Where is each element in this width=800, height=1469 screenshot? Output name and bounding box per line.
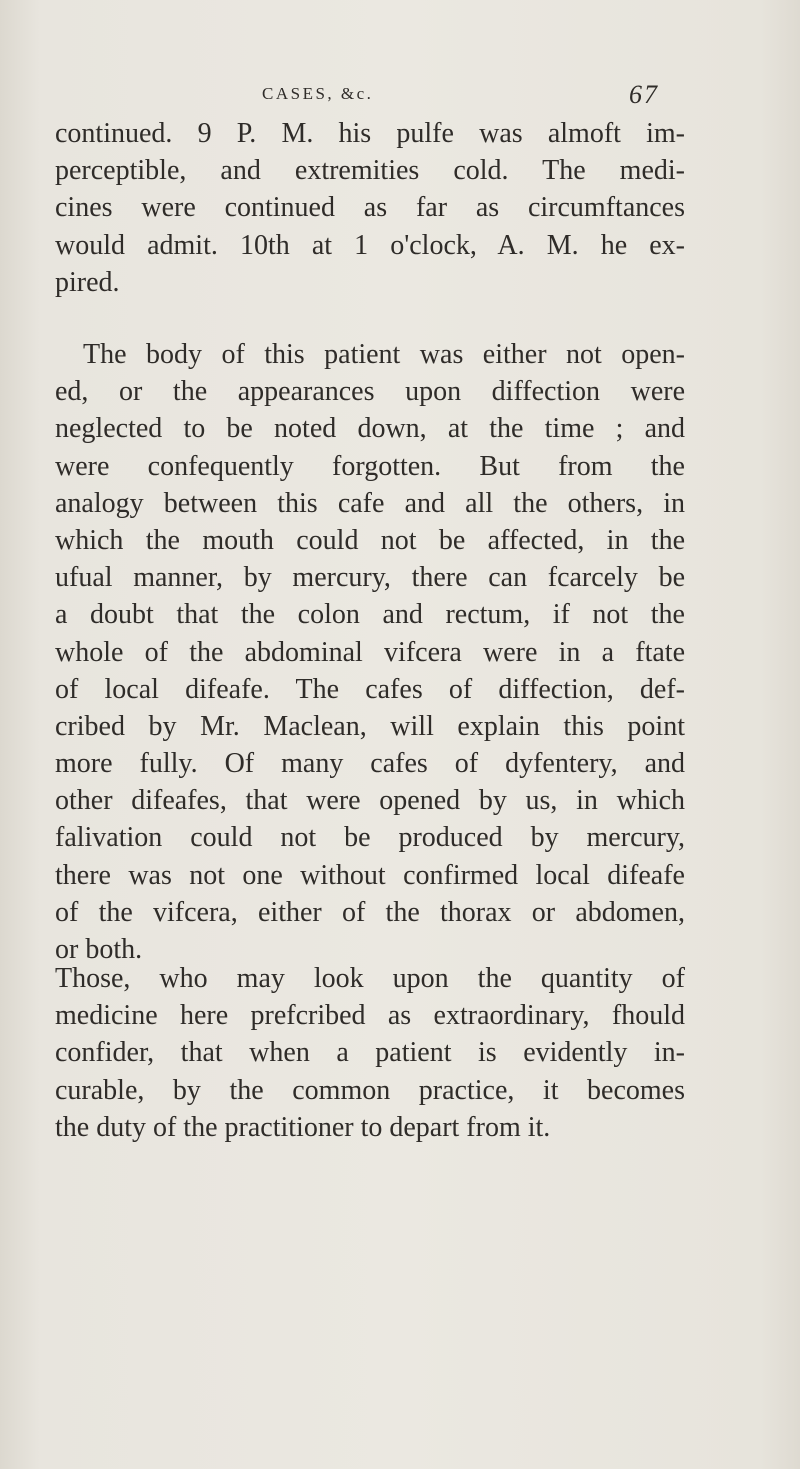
text-line: the duty of the practitioner to depart from it. (55, 1111, 551, 1143)
page-number: 67 (629, 80, 659, 109)
paragraph-2 (55, 336, 685, 968)
text-line: cribed by Mr. Maclean, will explain this point (55, 710, 685, 742)
text-line: The body of this patient was either not open- (83, 339, 685, 370)
text-line: or both. (55, 934, 143, 965)
text-line: a doubt that the colon and rectum, if not the (55, 599, 685, 631)
text-line: Those, who may look upon the quantity of (55, 963, 685, 994)
text-line: of local difeafe. The cafes of diffection, def- (55, 673, 685, 705)
text-line: whole of the abdominal vifcera were in a ftate (55, 636, 685, 668)
text-line: perceptible, and extremities cold. The medi- (55, 155, 685, 187)
text-line: there was not one without confirmed local difeafe (55, 859, 685, 891)
text-line: falivation could not be produced by mercury, (55, 822, 685, 854)
text-line: cines were continued as far as circumftances (55, 192, 685, 224)
text-line: more fully. Of many cafes of dyfentery, and (55, 748, 685, 780)
text-line: ed, or the appearances upon diffection were (55, 376, 685, 408)
text-line: pired. (55, 266, 120, 298)
text-line: analogy between this cafe and all the others, in (55, 487, 685, 519)
text-line: would admit. 10th at 1 o'clock, A. M. he ex- (55, 229, 685, 261)
text-line: neglected to be noted down, at the time ; and (55, 413, 685, 445)
paragraph-3 (55, 960, 685, 1146)
text-line: ufual manner, by mercury, there can fcarcely be (55, 562, 685, 594)
text-line: confider, that when a patient is evidently in- (55, 1037, 685, 1069)
text-line: curable, by the common practice, it becomes (55, 1074, 685, 1106)
paragraph-1 (55, 115, 685, 301)
text-line: continued. 9 P. M. his pulfe was almoft im- (55, 118, 685, 149)
text-line: medicine here prefcribed as extraordinary, fhould (55, 1000, 685, 1032)
text-line: which the mouth could not be affected, in the (55, 524, 685, 556)
page-header (262, 80, 682, 110)
running-head: CASES, &c. (262, 84, 374, 103)
text-line: were confequently forgotten. But from the (55, 450, 685, 482)
text-line: other difeafes, that were opened by us, in which (55, 785, 685, 817)
text-line: of the vifcera, either of the thorax or abdomen, (55, 896, 685, 928)
